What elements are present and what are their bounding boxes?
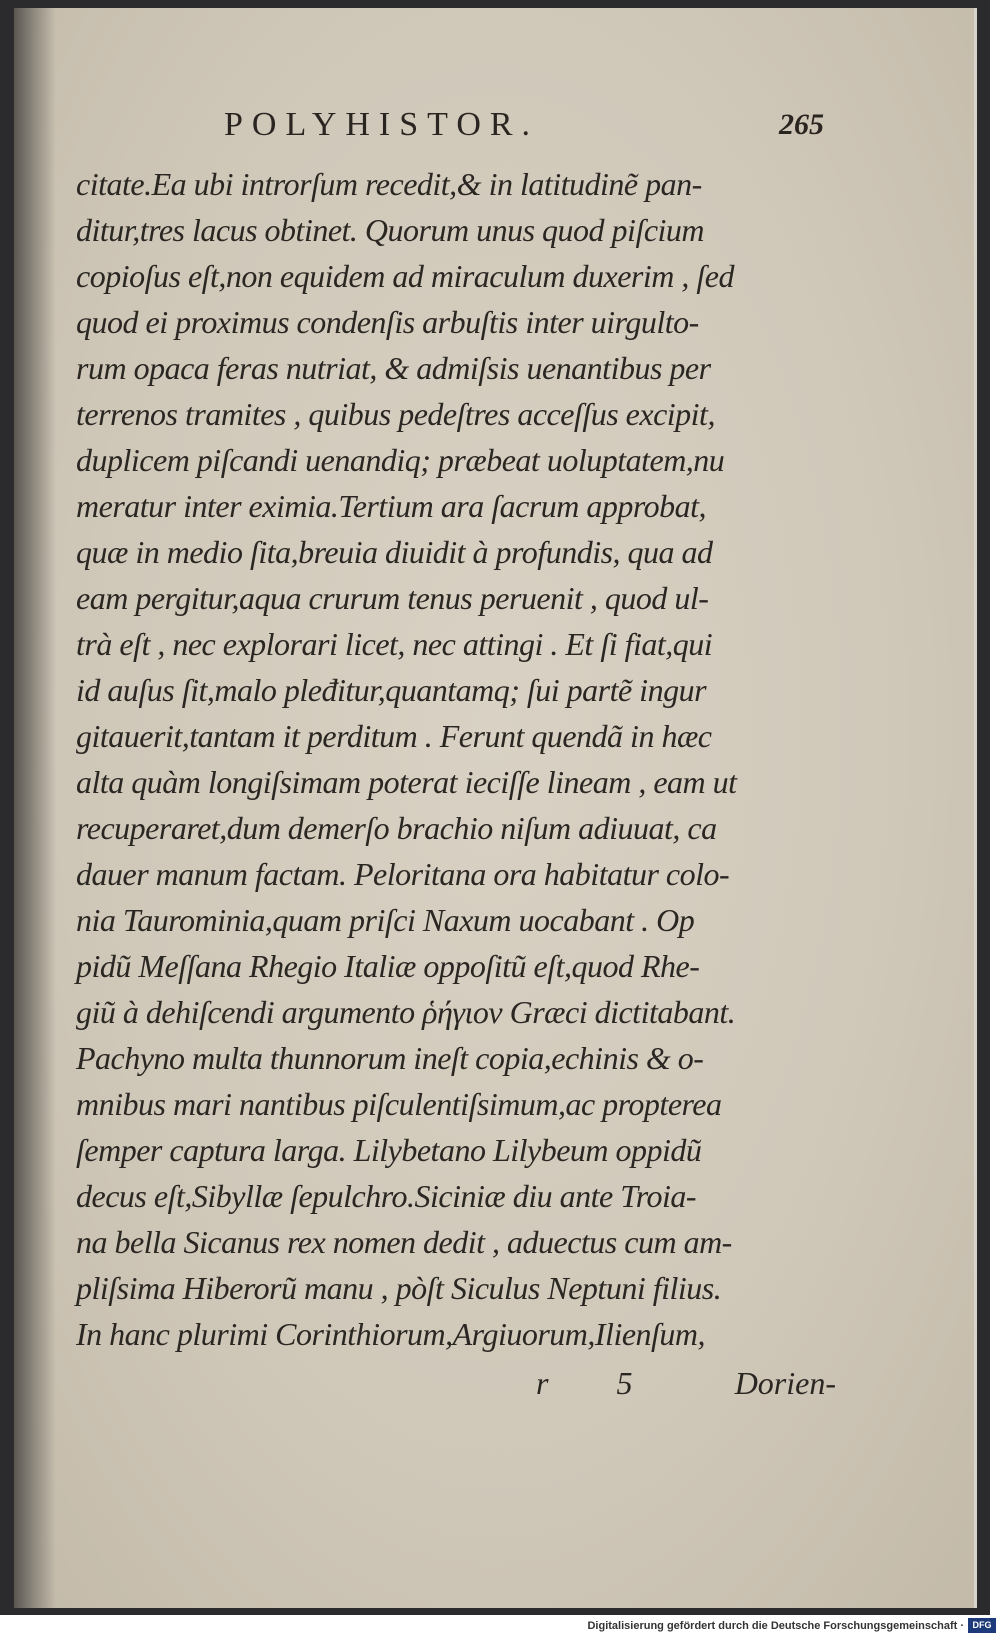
page-gutter-shadow bbox=[14, 8, 56, 1608]
text-line: terrenos tramites , quibus pedeſtres acceſſus excipit, bbox=[76, 396, 715, 432]
text-line: ditur,tres lacus obtinet. Quorum unus quod piſcium bbox=[76, 212, 705, 248]
book-page bbox=[14, 8, 977, 1608]
dfg-logo: DFG bbox=[968, 1618, 996, 1633]
text-line: eam pergitur,aqua crurum tenus peruenit , quod ul- bbox=[76, 580, 709, 616]
text-line: Pachyno multa thunnorum ineſt copia,echinis & o- bbox=[76, 1040, 704, 1076]
body-text bbox=[76, 161, 836, 1357]
text-line: nia Taurominia,quam priſci Naxum uocabant . Op bbox=[76, 902, 695, 938]
text-line: na bella Sicanus rex nomen dedit , aduectus cum am- bbox=[76, 1224, 732, 1260]
text-line: ſemper captura larga. Lilybetano Lilybeum oppidũ bbox=[76, 1132, 702, 1168]
signature-mark: r 5 bbox=[536, 1365, 663, 1401]
text-line: quod ei proximus condenſis arbuſtis inter uirgulto- bbox=[76, 304, 699, 340]
text-line: decus eſt,Sibyllæ ſepulchro.Siciniæ diu ante Troia- bbox=[76, 1178, 697, 1214]
text-line: gitauerit,tantam it perditum . Ferunt quendã in hæc bbox=[76, 718, 712, 754]
text-line: recuperaret,dum demerſo brachio niſum adiuuat, ca bbox=[76, 810, 717, 846]
text-line: pliſsima Hiberorũ manu , pòſt Siculus Neptuni filius. bbox=[76, 1270, 722, 1306]
text-line: id auſus ſit,malo pleđitur,quantamq; ſui partẽ ingur bbox=[76, 672, 707, 708]
text-line: copioſus eſt,non equidem ad miraculum duxerim , ſed bbox=[76, 258, 734, 294]
footer-bar bbox=[0, 1615, 1000, 1641]
text-line: rum opaca feras nutriat, & admiſsis uenantibus per bbox=[76, 350, 711, 386]
text-line: mnibus mari nantibus piſculentiſsimum,ac propterea bbox=[76, 1086, 722, 1122]
text-line: dauer manum factam. Peloritana ora habitatur colo- bbox=[76, 856, 730, 892]
running-head-title: POLYHISTOR. bbox=[224, 106, 540, 143]
text-line: quæ in medio ſita,breuia diuidit à profundis, qua ad bbox=[76, 534, 713, 570]
text-line: duplicem piſcandi uenandiq; præbeat uoluptatem,nu bbox=[76, 442, 725, 478]
text-line: alta quàm longiſsimam poterat ieciſſe lineam , eam ut bbox=[76, 764, 737, 800]
catch-line bbox=[76, 1365, 836, 1411]
text-line: citate.Ea ubi introrſum recedit,& in latitudinẽ pan- bbox=[76, 166, 702, 202]
text-line: meratur inter eximia.Tertium ara ſacrum approbat, bbox=[76, 488, 707, 524]
catchword: Dorien- bbox=[734, 1365, 836, 1401]
text-line: giũ à dehiſcendi argumento ῥήγιον Græci dictitabant. bbox=[76, 994, 736, 1030]
funding-note: Digitalisierung gefördert durch die Deutsche Forschungsgemeinschaft · bbox=[587, 1620, 964, 1632]
text-line: trà eſt , nec explorari licet, nec attingi . Et ſi fiat,qui bbox=[76, 626, 713, 662]
running-head bbox=[224, 106, 824, 150]
page-number: 265 bbox=[779, 108, 824, 141]
text-line: pidũ Meſſana Rhegio Italiæ oppoſitũ eſt,quod Rhe- bbox=[76, 948, 700, 984]
text-line: In hanc plurimi Corinthiorum,Argiuorum,Ilienſum, bbox=[76, 1316, 706, 1352]
